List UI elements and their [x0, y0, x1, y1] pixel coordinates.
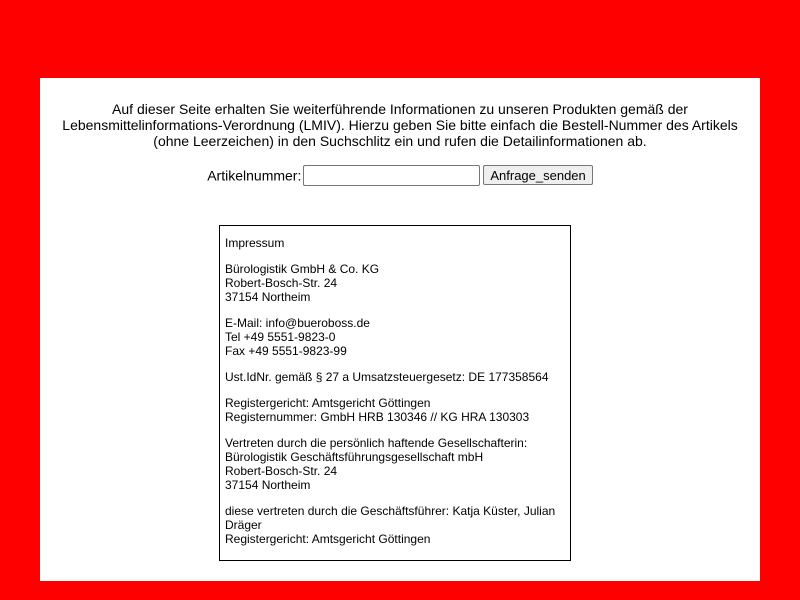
- company-street: Robert-Bosch-Str. 24: [225, 276, 338, 290]
- managers-line-1: diese vertreten durch die Geschäftsführer: Katja Küster, Julian: [225, 504, 556, 518]
- representation-street: Robert-Bosch-Str. 24: [225, 464, 338, 478]
- representation-name: Bürologistik Geschäftsführungsgesellschaft mbH: [225, 450, 484, 464]
- content-panel: [40, 78, 760, 581]
- company-address: [225, 262, 565, 304]
- representation-intro: Vertreten durch die persönlich haftende Gesellschafterin:: [225, 436, 528, 450]
- contact-fax: Fax +49 5551-9823-99: [225, 344, 347, 358]
- register-court: Registergericht: Amtsgericht Göttingen: [225, 396, 431, 410]
- managers-line-2: Dräger: [225, 518, 262, 532]
- send-request-button[interactable]: Anfrage_senden: [483, 165, 592, 185]
- company-city: 37154 Northeim: [225, 290, 311, 304]
- imprint-title: Impressum: [225, 236, 285, 250]
- intro-line-2: Lebensmittelinformations-Verordnung (LMIV). Hierzu geben Sie bitte einfach die Bestell-Nummer des Artikels: [62, 117, 738, 133]
- article-number-label: Artikelnummer:: [207, 167, 302, 184]
- imprint-box: [219, 225, 571, 561]
- register-info: [225, 396, 565, 424]
- article-number-input[interactable]: [303, 165, 480, 186]
- representation-info: [225, 436, 565, 492]
- contact-info: [225, 316, 565, 358]
- intro-line-1: Auf dieser Seite erhalten Sie weiterführende Informationen zu unseren Produkten gemäß der: [112, 101, 688, 117]
- managers-info: [225, 504, 565, 546]
- representation-city: 37154 Northeim: [225, 478, 311, 492]
- company-name: Bürologistik GmbH & Co. KG: [225, 262, 380, 276]
- vat-id: Ust.IdNr. gemäß § 27 a Umsatzsteuergesetz: DE 177358564: [225, 370, 549, 384]
- intro-text: [40, 101, 760, 149]
- search-form: [40, 163, 760, 185]
- register-number: Registernummer: GmbH HRB 130346 // KG HRA 130303: [225, 410, 530, 424]
- intro-line-3: (ohne Leerzeichen) in den Suchschlitz ein und rufen die Detailinformationen ab.: [153, 133, 647, 149]
- contact-tel: Tel +49 5551-9823-0: [225, 330, 336, 344]
- contact-email: E-Mail: info@bueroboss.de: [225, 316, 370, 330]
- managers-court: Registergericht: Amtsgericht Göttingen: [225, 532, 431, 546]
